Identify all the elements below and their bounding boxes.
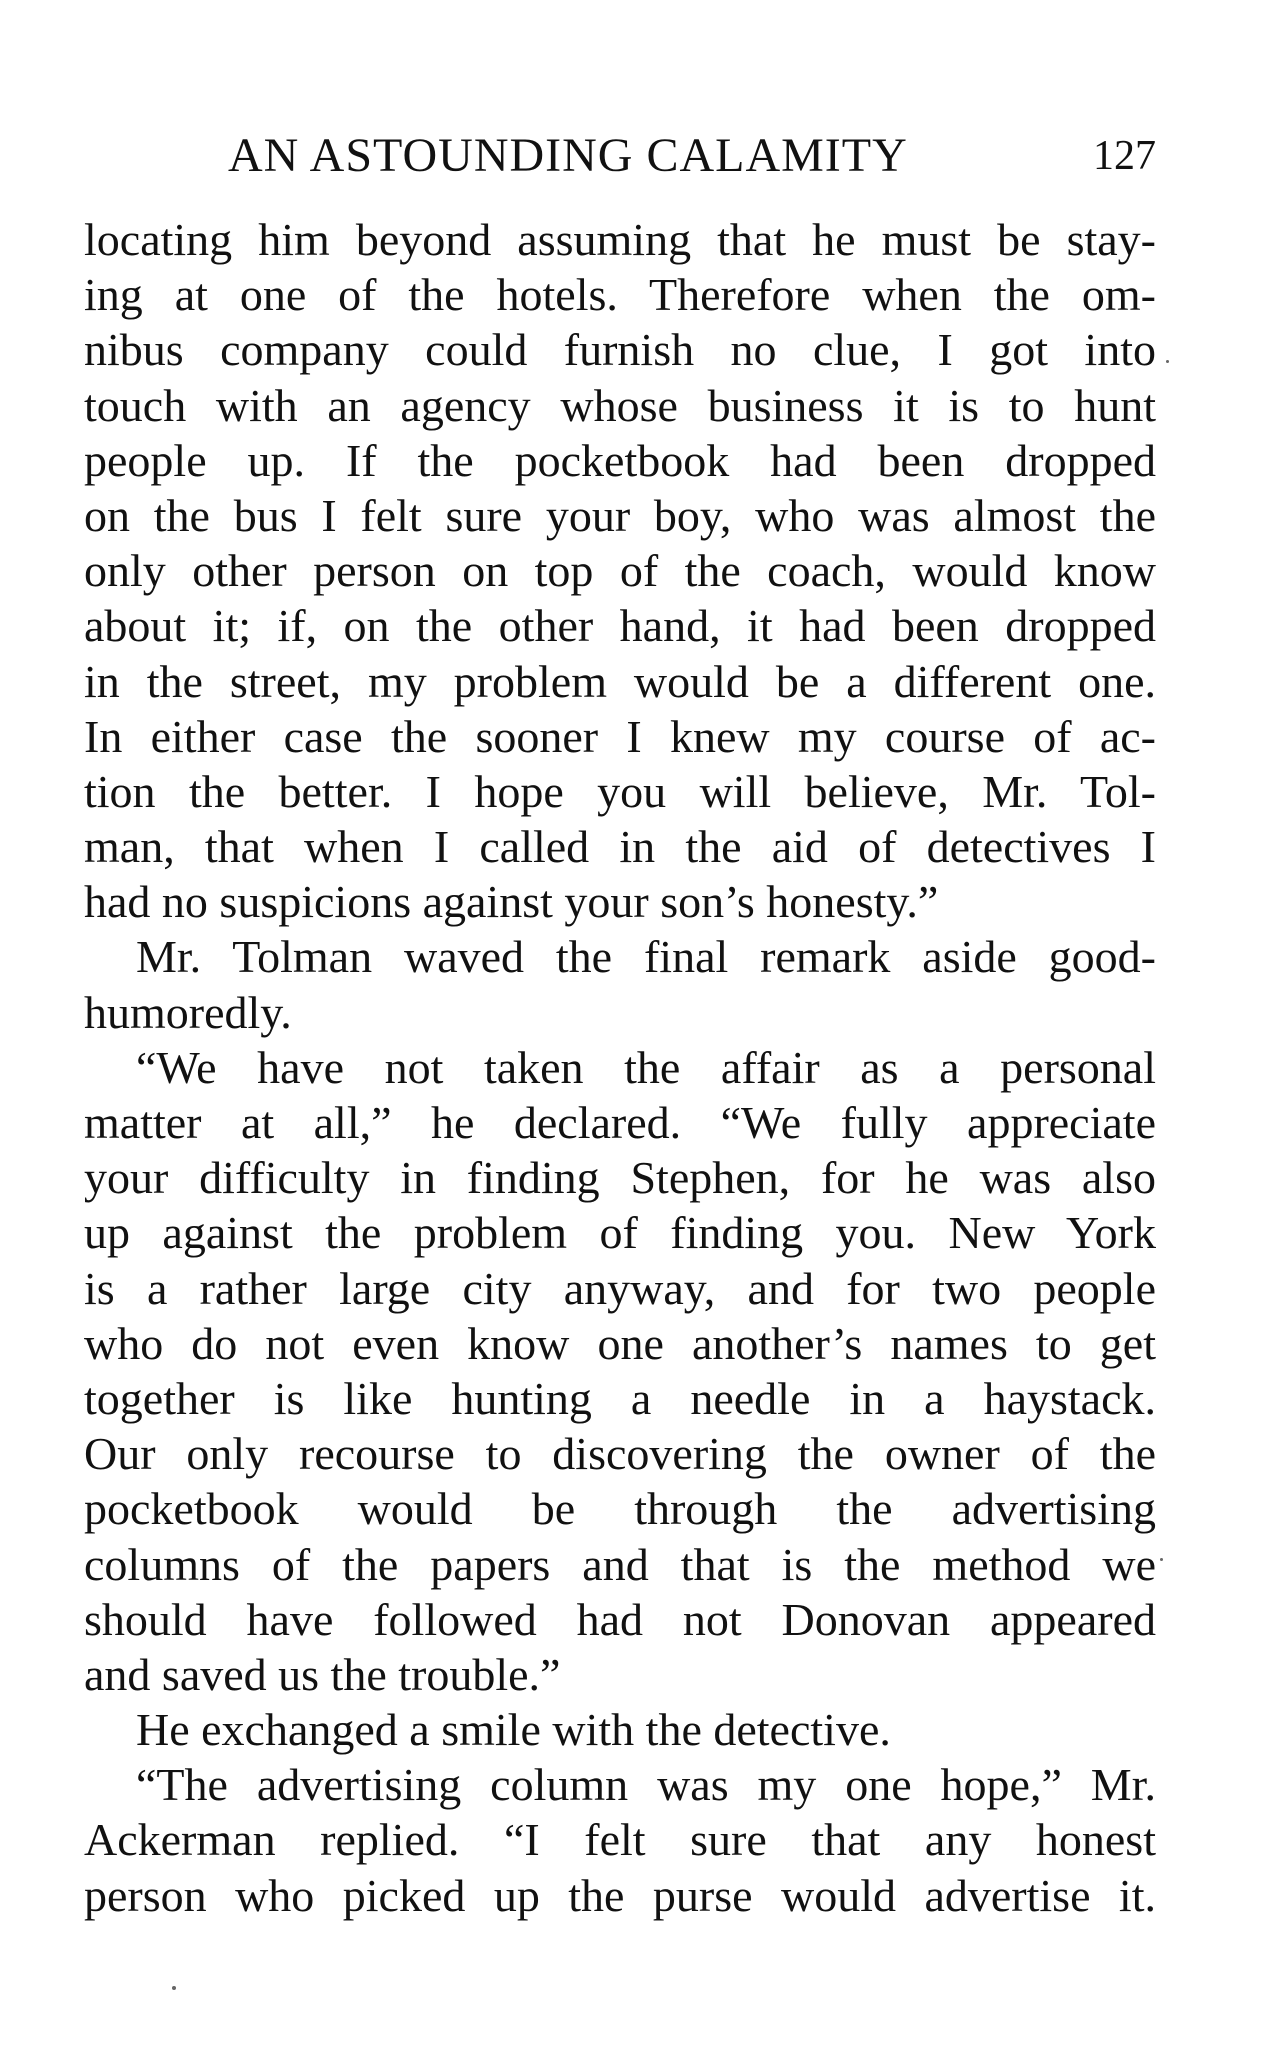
body-text	[84, 212, 1156, 1923]
text-line: about it; if, on the other hand, it had been dropped	[84, 600, 1156, 652]
text-line: person who picked up the purse would advertise it.	[84, 1869, 1156, 1921]
text-line: in the street, my problem would be a different one.	[84, 655, 1156, 707]
text-line: together is like hunting a needle in a haystack.	[84, 1372, 1156, 1424]
text-line: pocketbook would be through the advertising	[84, 1483, 1156, 1535]
text-line: “We have not taken the affair as a personal	[136, 1041, 1156, 1093]
page-number: 127	[1093, 133, 1156, 179]
text-line: should have followed had not Donovan appeared	[84, 1593, 1156, 1645]
text-line: columns of the papers and that is the method we	[84, 1538, 1156, 1590]
text-line: only other person on top of the coach, would know	[84, 545, 1156, 597]
text-line: is a rather large city anyway, and for two people	[84, 1262, 1156, 1314]
text-line: “The advertising column was my one hope,” Mr.	[136, 1759, 1156, 1811]
text-line: man, that when I called in the aid of detectives I	[84, 821, 1156, 873]
text-line: matter at all,” he declared. “We fully appreciate	[84, 1097, 1156, 1148]
text-line: up against the problem of finding you. New York	[84, 1207, 1156, 1259]
print-speck	[1166, 360, 1169, 363]
running-title: AN ASTOUNDING CALAMITY	[228, 129, 908, 182]
text-line: nibus company could furnish no clue, I got into	[84, 324, 1156, 376]
text-line: Ackerman replied. “I felt sure that any honest	[84, 1814, 1156, 1866]
text-line: He exchanged a smile with the detective.	[136, 1704, 891, 1756]
print-speck	[172, 1986, 176, 1990]
text-line: Mr. Tolman waved the final remark aside good-	[136, 931, 1156, 983]
text-line: ing at one of the hotels. Therefore when the om-	[84, 269, 1156, 321]
text-line: locating him beyond assuming that he must be stay-	[84, 214, 1156, 265]
text-line: touch with an agency whose business it is to hunt	[84, 379, 1156, 431]
text-line: had no suspicions against your son’s honesty.”	[84, 876, 939, 928]
text-line: Our only recourse to discovering the owner of the	[84, 1428, 1156, 1480]
text-line: and saved us the trouble.”	[84, 1648, 561, 1700]
print-speck	[1160, 1558, 1163, 1561]
text-line: on the bus I felt sure your boy, who was almost the	[84, 489, 1156, 541]
text-line: your difficulty in finding Stephen, for he was also	[84, 1152, 1156, 1204]
text-line: In either case the sooner I knew my course of ac-	[84, 710, 1156, 762]
text-line: who do not even know one another’s names to get	[84, 1317, 1156, 1369]
page-header	[84, 128, 1156, 188]
text-line: humoredly.	[84, 986, 292, 1038]
text-line: tion the better. I hope you will believe, Mr. Tol-	[84, 765, 1156, 817]
text-line: people up. If the pocketbook had been dropped	[84, 434, 1156, 486]
